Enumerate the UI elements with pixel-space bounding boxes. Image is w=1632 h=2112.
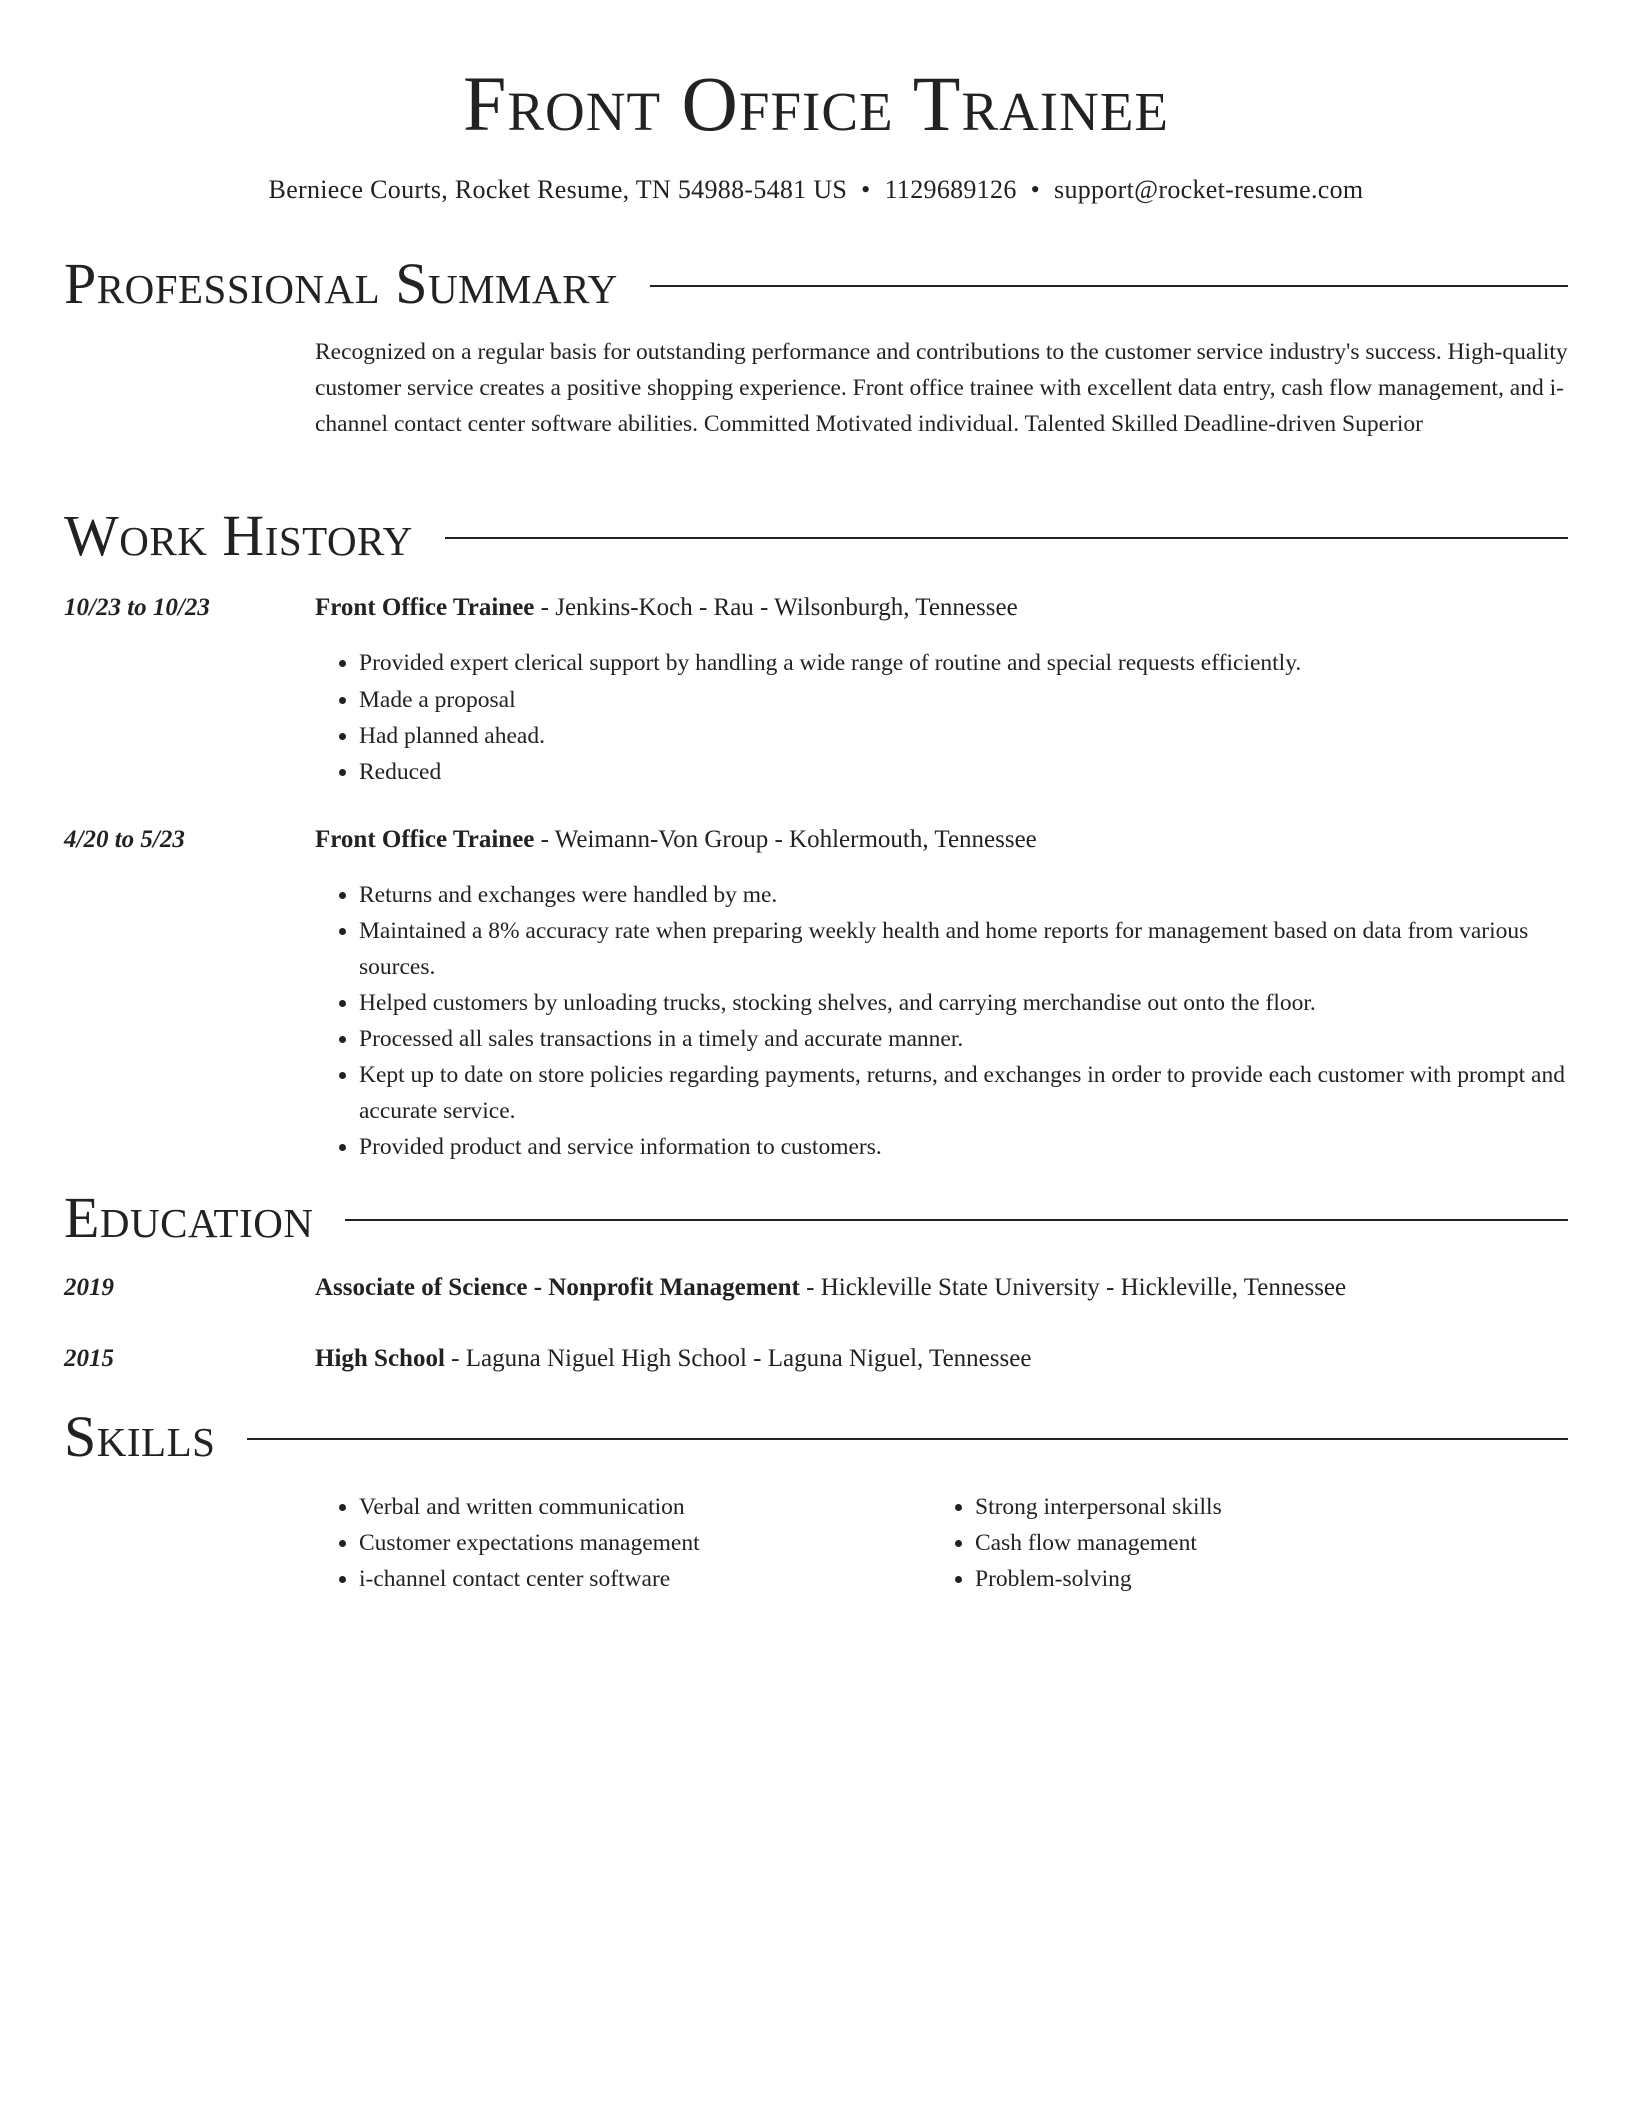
job-title-line bbox=[315, 822, 1568, 858]
section-title-skills: Skills bbox=[64, 1404, 216, 1469]
job-title: Front Office Trainee bbox=[315, 594, 535, 621]
education-year: 2019 bbox=[64, 1274, 114, 1301]
education-degree: Associate of Science - Nonprofit Management bbox=[315, 1274, 800, 1301]
job-bullet: • Processed all sales transactions in a timely and accurate manner. bbox=[359, 1021, 1568, 1057]
education-details: - Hickleville State University - Hickleville, Tennessee bbox=[799, 1274, 1347, 1301]
job-bullet: • Provided expert clerical support by handling a wide range of routine and special requests efficiently. bbox=[359, 645, 1568, 681]
job-bullet: • Helped customers by unloading trucks, stocking shelves, and carrying merchandise out onto the floor. bbox=[359, 985, 1568, 1021]
job-details: - Weimann-Von Group - Kohlermouth, Tennessee bbox=[534, 826, 1037, 853]
education-details: - Laguna Niguel High School - Laguna Niguel, Tennessee bbox=[444, 1345, 1032, 1372]
skill-item: • Verbal and written communication bbox=[359, 1489, 919, 1525]
education-entry bbox=[315, 1341, 1568, 1377]
skills-list-left bbox=[315, 1489, 919, 1597]
resume-name: Front Office Trainee bbox=[462, 60, 1170, 147]
job-dates: 4/20 to 5/23 bbox=[64, 826, 185, 853]
contact-line bbox=[64, 172, 1568, 208]
section-divider bbox=[345, 1219, 1568, 1221]
section-header-work-history bbox=[64, 504, 1568, 568]
job-details: - Jenkins-Koch - Rau - Wilsonburgh, Tennessee bbox=[534, 594, 1018, 621]
contact-address: Berniece Courts, Rocket Resume, TN 54988-5481 US bbox=[268, 175, 848, 204]
education-entry bbox=[315, 1270, 1568, 1306]
job-bullet: • Returns and exchanges were handled by me. bbox=[359, 877, 1568, 913]
skill-item: • Customer expectations management bbox=[359, 1525, 919, 1561]
skill-item: • Cash flow management bbox=[975, 1525, 1575, 1561]
job-bullet: • Had planned ahead. bbox=[359, 718, 1568, 754]
job-bullet: • Made a proposal bbox=[359, 682, 1568, 718]
job-title: Front Office Trainee bbox=[315, 826, 535, 853]
job-bullets bbox=[315, 645, 1568, 790]
section-divider bbox=[247, 1438, 1568, 1440]
job-bullet: • Maintained a 8% accuracy rate when preparing weekly health and home reports for management based on data from various sources. bbox=[359, 913, 1568, 985]
contact-phone: 1129689126 bbox=[884, 175, 1017, 204]
job-bullet: • Kept up to date on store policies regarding payments, returns, and exchanges in order to provide each customer with prompt and accurate service. bbox=[359, 1057, 1568, 1129]
skill-item: • i-channel contact center software bbox=[359, 1561, 919, 1597]
education-year: 2015 bbox=[64, 1345, 114, 1372]
section-title-education: Education bbox=[64, 1185, 314, 1250]
skill-item: • Strong interpersonal skills bbox=[975, 1489, 1575, 1525]
section-header-skills bbox=[64, 1405, 1568, 1469]
section-divider bbox=[650, 285, 1568, 287]
section-title-summary: Professional Summary bbox=[64, 251, 618, 316]
section-divider bbox=[445, 537, 1568, 539]
job-bullet: • Reduced bbox=[359, 754, 1568, 790]
job-title-line bbox=[315, 590, 1568, 626]
skill-item: • Problem-solving bbox=[975, 1561, 1575, 1597]
section-header-education bbox=[64, 1186, 1568, 1250]
contact-separator: • bbox=[1030, 175, 1041, 204]
contact-email: support@rocket-resume.com bbox=[1054, 175, 1364, 204]
section-title-work-history: Work History bbox=[64, 503, 413, 568]
job-bullets bbox=[315, 877, 1568, 1165]
contact-separator: • bbox=[861, 175, 871, 204]
summary-text: Recognized on a regular basis for outstanding performance and contributions to the customer service industry's success. High-quality customer service creates a positive shopping experience. Front office trainee with excellent data entry, cash flow management, and i-channel contact center software abilities. Committed Motivated individual. Talented Skilled Deadline-driven Superior bbox=[315, 339, 1568, 437]
section-header-summary bbox=[64, 252, 1568, 316]
education-degree: High School bbox=[315, 1345, 445, 1372]
job-dates: 10/23 to 10/23 bbox=[64, 594, 210, 621]
skills-list-right bbox=[931, 1489, 1575, 1597]
job-bullet: • Provided product and service information to customers. bbox=[359, 1129, 1568, 1165]
